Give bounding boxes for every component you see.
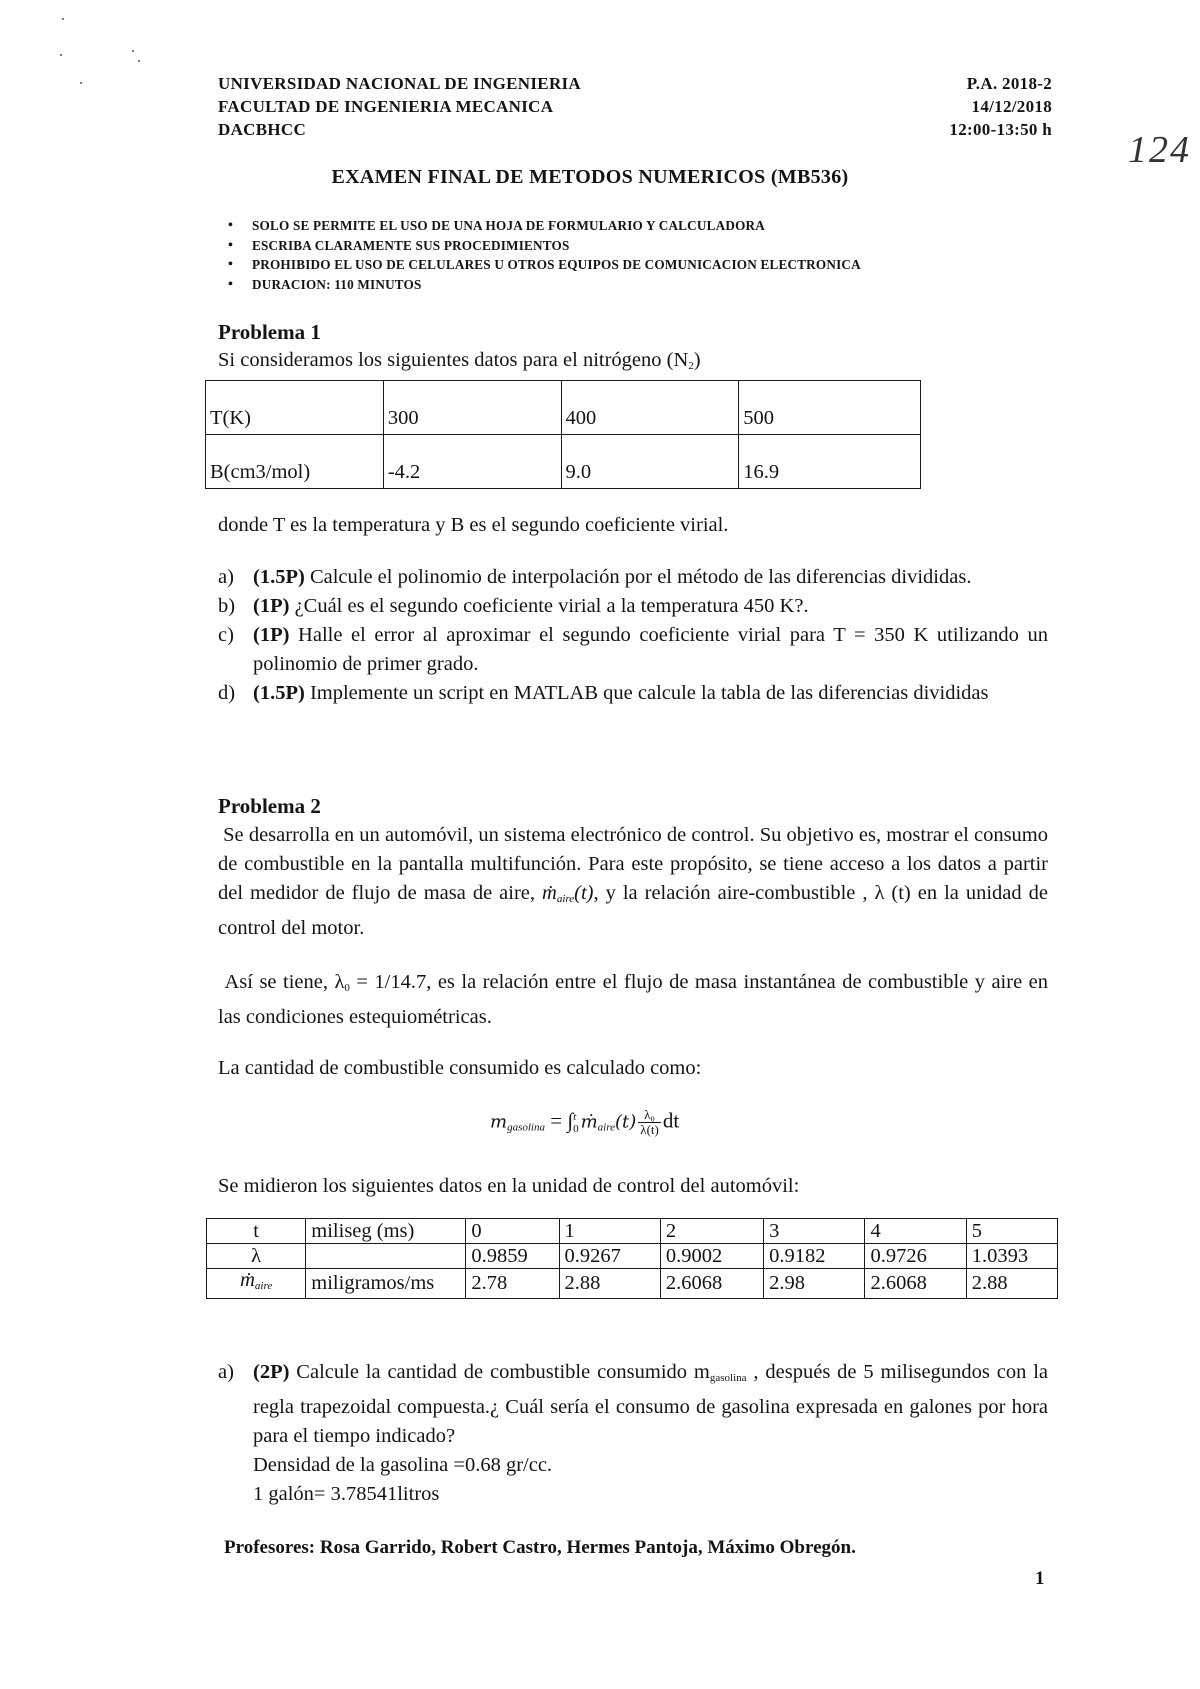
question-text: ¿Cuál es el segundo coeficiente virial a la temperatura 450 K?. [289, 595, 809, 617]
table-cell: 2.98 [764, 1269, 865, 1299]
gallon-conversion: 1 galón= 3.78541litros [253, 1483, 440, 1505]
question-item [218, 621, 1048, 679]
question-points: (1P) [253, 624, 290, 646]
problem1-intro: Si consideramos los siguientes datos para el nitrógeno $(N_2)$ [218, 349, 701, 372]
question-label: a) [218, 566, 234, 588]
table-cell: 2 [660, 1219, 763, 1244]
rule-item: • SOLO SE PERMITE EL USO DE UNA HOJA DE FORMULARIO Y CALCULADORA [252, 216, 861, 236]
table-cell: 4 [865, 1219, 966, 1244]
question-item [218, 563, 1048, 592]
problem1-description: donde T es la temperatura y B es el segundo coeficiente virial. [218, 514, 729, 536]
table-cell [306, 1244, 466, 1269]
table-cell: 3 [764, 1219, 865, 1244]
exam-date: 14/12/2018 [971, 97, 1052, 116]
table-row [206, 435, 921, 489]
table-row [206, 381, 921, 435]
scan-speck [138, 60, 140, 62]
problem2-heading: Problema 2 [218, 794, 321, 818]
table-cell: 2.6068 [865, 1269, 966, 1299]
table-cell: 500 [739, 381, 921, 435]
engine-data-table [206, 1218, 1058, 1299]
mass-flow-symbol: ṁ$_{aire}$(t) [542, 882, 594, 905]
table-cell: 2.88 [966, 1269, 1057, 1299]
table-cell: 16.9 [739, 435, 921, 489]
university-name: UNIVERSIDAD NACIONAL DE INGENIERIA [218, 74, 582, 93]
table-cell: 5 [966, 1219, 1057, 1244]
table-cell: 0.9002 [660, 1244, 763, 1269]
table-cell: 0.9182 [764, 1244, 865, 1269]
table-row [207, 1269, 1058, 1299]
integral-sign: ∫ [567, 1108, 574, 1133]
problem2-questions [218, 1358, 1048, 1509]
problem2-paragraph: La cantidad de combustible consumido es calculado como: [218, 1057, 702, 1079]
problem2-paragraph: Así se tiene, $\lambda_0 = 1/14.7$, es la relación entre el flujo de masa instantánea de combustible y aire en las condiciones estequiométricas. [218, 971, 1048, 1028]
table-cell: λ [207, 1244, 306, 1269]
question-points: (1.5P) [253, 682, 305, 704]
header-right [949, 72, 1052, 141]
integral-limits: t 0 [573, 1110, 579, 1135]
scan-speck [60, 54, 62, 56]
question-points: (1P) [253, 595, 290, 617]
department-name: DACBHCC [218, 120, 307, 139]
table-cell: miliseg (ms) [306, 1219, 466, 1244]
table-row [207, 1219, 1058, 1244]
table-cell: miligramos/ms [306, 1269, 466, 1299]
table-cell: ṁ$_{aire}$ [207, 1269, 306, 1299]
question-text: Implemente un script en MATLAB que calcule la tabla de las diferencias divididas [304, 682, 989, 704]
scan-speck [80, 82, 82, 84]
table-cell: 0 [466, 1219, 559, 1244]
scan-speck [62, 18, 64, 20]
table-cell: 300 [383, 381, 561, 435]
table-cell: 9.0 [561, 435, 739, 489]
nitrogen-data-table [205, 380, 921, 489]
table-cell: 0.9859 [466, 1244, 559, 1269]
exam-time: 12:00-13:50 h [949, 120, 1052, 139]
table-cell: B(cm3/mol) [206, 435, 384, 489]
exam-rules [252, 216, 861, 294]
problem1-questions [218, 563, 1048, 708]
rule-item: • ESCRIBA CLARAMENTE SUS PROCEDIMIENTOS [252, 236, 861, 256]
table-cell: 0.9267 [559, 1244, 660, 1269]
table-cell: 2.78 [466, 1269, 559, 1299]
header-left [218, 72, 581, 141]
question-item [218, 592, 1048, 621]
faculty-name: FACULTAD DE INGENIERIA MECANICA [218, 97, 554, 116]
table-cell: 400 [561, 381, 739, 435]
table-cell: -4.2 [383, 435, 561, 489]
table-cell: 1 [559, 1219, 660, 1244]
question-label: d) [218, 682, 236, 704]
fuel-mass-formula: $m_{gasolina}$ = ∫ t 0 ṁ$_{aire}$(t) $\frac{\text{λ₀}}{\lambda(t)}$ dt [490, 1107, 680, 1137]
question-points: (2P) [253, 1361, 290, 1383]
lambda-fraction: $\frac{\text{λ₀}}{\lambda(t)}$ [640, 1107, 659, 1137]
handwritten-page-mark: 124 [1128, 129, 1191, 171]
question-label: a) [218, 1361, 234, 1383]
question-text: Calcule el polinomio de interpolación por el método de las diferencias divididas. [304, 566, 972, 588]
problem1-heading: Problema 1 [218, 320, 321, 344]
academic-period: P.A. 2018-2 [966, 74, 1052, 93]
scan-speck [132, 50, 134, 52]
table-cell: 0.9726 [865, 1244, 966, 1269]
question-label: c) [218, 624, 234, 646]
table-cell: t [207, 1219, 306, 1244]
problem2-paragraph: Se midieron los siguientes datos en la unidad de control del automóvil: [218, 1175, 800, 1197]
question-item: a) (2P) Calcule la cantidad de combustible consumido $m_{gasolina}$ , después de 5 milisegundos con la regla trapezoidal compuesta.¿ Cuál sería el consumo de gasolina expresada en galones por hora para el tiempo indicado? Densidad de la gasolina =0.68 gr/cc. 1 galón= 3.78541litros [218, 1358, 1048, 1509]
rule-item: • PROHIBIDO EL USO DE CELULARES U OTROS EQUIPOS DE COMUNICACION ELECTRONICA [252, 255, 861, 275]
table-row [207, 1244, 1058, 1269]
professors-footer: Profesores: Rosa Garrido, Robert Castro, Hermes Pantoja, Máximo Obregón. [224, 1537, 856, 1558]
gasoline-density: Densidad de la gasolina =0.68 gr/cc. [253, 1454, 553, 1476]
table-cell: 2.88 [559, 1269, 660, 1299]
table-cell: T(K) [206, 381, 384, 435]
table-cell: 2.6068 [660, 1269, 763, 1299]
question-points: (1.5P) [253, 566, 305, 588]
question-item [218, 679, 1048, 708]
problem2-paragraph: Se desarrolla en un automóvil, un sistema electrónico de control. Su objetivo es, mostrar el consumo de combustible en la pantalla multifunción. Para este propósito, se tiene acceso a los datos a partir del medidor de flujo de masa de aire, ṁ$_{aire}$(t), y la relación aire-combustible , λ (t) en la unidad de control del motor. [218, 824, 1048, 939]
exam-title: EXAMEN FINAL DE METODOS NUMERICOS (MB536) [331, 166, 849, 188]
question-label: b) [218, 595, 236, 617]
page-number: 1 [1035, 1568, 1045, 1589]
rule-item: • DURACION: 110 MINUTOS [252, 275, 861, 295]
table-cell: 1.0393 [966, 1244, 1057, 1269]
question-text: Halle el error al aproximar el segundo coeficiente virial para T = 350 K utilizando un polinomio de primer grado. [253, 624, 1048, 675]
